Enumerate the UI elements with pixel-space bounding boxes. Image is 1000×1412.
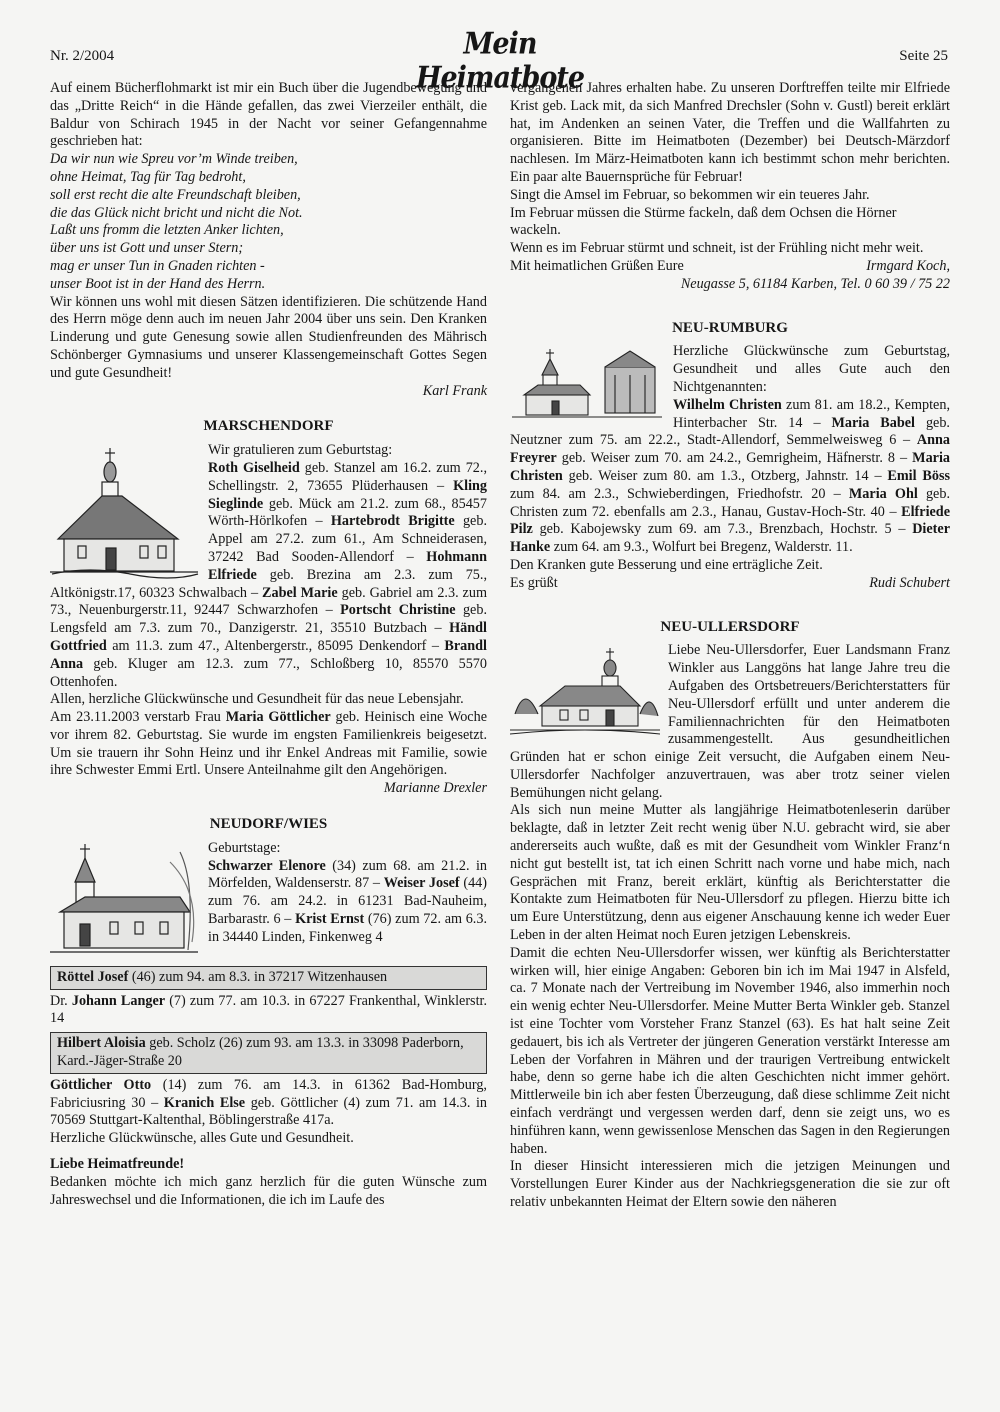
entry-text: geb. Kabojewsky zum 69. am 7.3., Brenzbach, Hochstr. 5 – [532,521,913,538]
signature: Karl Frank [422,382,487,399]
person-name: Schwarzer Elenore [208,857,326,874]
poem-line: Da wir nun wie Spreu vor’m Winde treiben, [50,151,298,168]
entry-text: zum 64. am 9.3., Wolfurt bei Bregenz, Walderstr. 11. [550,539,853,556]
obituary-paragraph [50,709,487,780]
person-name: Maria Babel [831,414,915,431]
farmer-saying: Im Februar müssen die Stürme fackeln, daß dem Ochsen die Hörner wackeln. [510,204,897,239]
ullersdorf-paragraph-3: Damit die echten Neu-Ullersdorfer wissen, wer künftig als Berichterstatter wirken will, hier einige Angaben: Geboren bin ich im Mai 1947 in Alsfeld, ca. 7 Monate nach der Vertreibung im November 1946, also immerhin noch ein wenig echter Neu-Ullersdorfer. Meine Mutter Berta Winkler geb. Stanzel ist eine Tochter vom Vorsteher Franz Stanzel (63). Es hat halt seine Zeit gedauert, bis ich als Vertreter der jüngeren Generation verstärkt Interesse am Leben der Vorfahren in Mähren und der traurigen Vertreibung entwickelt habe, denn so gerne habe ich die alten Geschichten nicht immer gehört. Mittlerweile bin ich aber festen Überzeugung, daß diese schlimme Zeit nicht einfach verdrängt und vergessen werden darf, denn sie zeigt uns, wo es hinführen kann, wenn gewissenlose Menschen das Sagen in den Regierungen haben. [510,944,950,1157]
closing-paragraph: Wir können uns wohl mit diesen Sätzen identifizieren. Die schützende Hand des Herrn möge denn auch im neuen Jahr 2004 über uns sein. Den Kranken Linderung und gute Genesung sowie allen Studienfreunden des Mährisch Schönberger Gymnasiums und unserer Klassengemeinschaft Gottes Segen und gute Gesundheit! [50,293,487,381]
signature: Marianne Drexler [383,780,487,797]
greeting-line [510,575,950,593]
person-name: Maria Göttlicher [225,709,331,726]
sender-address: Neugasse 5, 61184 Karben, Tel. 0 60 39 / 75 22 [680,275,950,292]
person-name: Hohmann Elfriede [208,548,487,583]
section-title-marschendorf: MARSCHENDORF [203,418,334,435]
lead-text: Geburtstage: [208,839,281,856]
poem-line: über uns ist Gott und unser Stern; [50,240,244,257]
entry-text: geb. Christen zum 72. ebenfalls am 2.3., Hanau, Gustav-Hoch-Str. 40 – [510,485,950,520]
poem-line: die das Glück nicht bricht und nicht die Not. [50,204,303,221]
entry-text: geb. Weiser zum 80. am 1.3., Otzberg, Jahnstr. 14 – [562,467,888,484]
farmer-saying: Singt die Amsel im Februar, so bekommen wir ein teueres Jahr. [510,186,870,203]
entry-text: geb. Mück am 21.2. zum 68., 85457 Wörth-Hörlkofen – [208,495,487,530]
neudorf-wish: Herzliche Glückwünsche, alles Gute und Gesundheit. [50,1130,354,1147]
masthead-logo: Mein Heimatbote [415,26,585,96]
person-name: Brandl Anna [50,637,487,672]
person-name: Zabel Marie [262,584,338,601]
entry-text: (7) zum 77. am 10.3. in 67227 Frankenthal, Winklerstr. 14 [50,992,488,1027]
chapel-illustration [50,444,200,579]
left-column [50,80,487,1209]
highlight-box [50,1032,487,1074]
person-name: Kranich Else [163,1094,246,1111]
person-name: Wilhelm Christen [673,396,782,413]
entry-text: geb. Brezina am 2.3. zum 75., Altkönigstr.17, 60323 Schwalbach – [50,566,487,601]
church-illustration [50,842,200,960]
person-name: Hartebrodt Brigitte [330,513,455,530]
farmer-saying: Wenn es im Februar stürmt und schneit, ist der Frühling nicht mehr weit. [510,240,924,257]
ullersdorf-church-illustration [510,644,660,736]
entry-text: geb. Scholz (26) zum 93. am 13.3. in 33098 Paderborn, Kard.-Jäger-Straße 20 [57,1035,464,1070]
rumburg-church-illustration [510,345,665,421]
birthday-entry [50,993,487,1029]
page-number: Seite 25 [899,48,948,64]
rumburg-wish: Den Kranken gute Besserung und eine erträgliche Zeit. [510,556,823,573]
entry-text: Dr. [50,992,72,1009]
ullersdorf-paragraph-1: Liebe Neu-Ullersdorfer, Euer Landsmann Franz Winkler aus Langgöns hat lange Jahre treu die Aufgaben des Ortsbetreuers/Berichterstatters für Neu-Ullersdorf erfüllt und unter anderem die Familiennachrichten für den Heimatboten zusammengestellt. Aus gesundheitlichen Gründen hat er schon einige Zeit versucht, die Aufgaben einem Neu-Ullersdorfer Nachfolger anzuvertrauen, was aber trotz seiner vielen Bemühungen nicht gelang. [510,642,950,801]
birthday-entry [50,1077,487,1130]
section-title-neu-ullersdorf: NEU-ULLERSDORF [660,618,800,635]
lead-text: Herzliche Glückwünsche zum Geburtstag, Gesundheit und alles Gute auch den Nichtgenannten: [673,343,950,395]
person-name: Göttlicher Otto [50,1076,152,1093]
highlight-box [50,966,487,990]
poem-stanza-2 [50,222,487,293]
letter-continued: vergangenen Jahres erhalten habe. Zu unseren Dorftreffen teilte mir Elfriede Krist geb. Lack mit, da sich Manfred Drechsler (Sohn v. Gustl) bereit erklärt hat, im Andenken an seinen Vater, die Treffen und die Wallfahrten zu organisieren. Bitte im Heimatboten (Dezember) bei Deutsch-Märzdorf nachlesen. Im März-Heimatboten kann ich bestimmt schon mehr berichten. Ein paar alte Bauernsprüche für Februar! [510,80,950,185]
person-name: Weiser Josef [383,875,460,892]
poem-line: mag er unser Tun in Gnaden richten - [50,257,265,274]
person-name: Hilbert Aloisia [57,1035,146,1052]
marschendorf-wish: Allen, herzliche Glückwünsche und Gesundheit für das neue Lebensjahr. [50,691,464,708]
entry-text: geb. Kluger am 12.3. zum 77., Schloßberg 10, 85570 5570 Ottenhofen. [50,655,487,690]
person-name: Elfriede Pilz [510,503,950,538]
lead-text: Wir gratulieren zum Geburtstag: [208,442,393,459]
person-name: Händl Gottfried [50,620,487,654]
person-name: Johann Langer [71,992,166,1009]
person-name: Dieter Hanke [510,521,950,556]
signature: Irmgard Koch, [866,257,950,274]
person-name: Krist Ernst [295,911,365,928]
letter-title: Liebe Heimatfreunde! [50,1156,185,1173]
poem-line: unser Boot ist in der Hand des Herrn. [50,275,266,292]
person-name: Portscht Christine [340,602,456,619]
entry-text: (46) zum 94. am 8.3. in 37217 Witzenhausen [128,968,388,985]
entry-text: (34) zum 68. am 21.2. in Mörfelden, Waldenserstr. 87 – [208,857,488,892]
poem-stanza-1 [50,151,487,222]
entry-text: geb. Gabriel am 2.3. zum 73., Neuenburgerstr.11, 92447 Schwarzhofen – [50,584,487,619]
entry-text: zum 84. am 2.3., Schwieberdingen, Friedhofstr. 20 – [510,485,849,502]
entry-text: geb. Weiser zum 70. am 24.2., Gemrigheim, Häfnerstr. 8 – [556,450,913,467]
section-title-neu-rumburg: NEU-RUMBURG [672,319,788,336]
letter-paragraph: Bedanken möchte ich mich ganz herzlich für die guten Wünsche zum Jahreswechsel und die Informationen, die ich im Laufe des [50,1173,487,1208]
entry-text: geb. Neutzner zum 75. am 22.2., Stadt-Allendorf, Semmelweisweg 6 – [510,414,950,449]
ullersdorf-paragraph-2: Als sich nun meine Mutter als langjährige Heimatbotenleserin darüber beklagte, daß in letzter Zeit recht wenig über N.U. gebracht wird, sie aber andererseits auch wußte, daß es mit der Gesundheit vom Winkler Franz‘n nicht gut bestellt ist, tat ich einen Schritt nach vorne und habe mich, nach Gesprächen mit Franz, bereit erklärt, künftig als Berichterstatter die Kontakte zum Heimatboten für Neu-Ullersdorf zu pflegen. Hierzu bitte ich um Eure Unterstützung, denn aus eigener Anschauung kenne ich weder Euer Leben in der alten Heimat noch Euren jetzigen Lebenskreis. [510,802,950,944]
intro-paragraph: Auf einem Bücherflohmarkt ist mir ein Buch über die Jugendbewegung und das „Dritte Reich“ in die Hände gefallen, das zwei Vierzeiler enthält, die Baldur von Schirach 1945 in der Nacht vor seiner Gefangennahme geschrieben hat: [50,80,487,150]
poem-line: Laßt uns fromm die letzten Anker lichten, [50,222,284,239]
signature: Rudi Schubert [869,574,950,591]
entry-text: zum 81. am 18.2., Kempten, Hinterbacher Str. 14 – [673,396,950,431]
entry-text: (14) zum 76. am 14.3. in 61362 Bad-Homburg, Fabriciusring 30 – [50,1076,487,1111]
greeting-line [510,258,950,276]
person-name: Emil Böss [887,467,950,484]
section-title-neudorf: NEUDORF/WIES [209,816,328,833]
person-name: Maria Christen [510,450,950,484]
greeting-text: Mit heimatlichen Grüßen Eure [510,257,684,274]
entry-text: geb. Lengsfeld am 7.3. zum 70., Danzigerstr. 21, 35510 Butzbach – [50,602,487,637]
obituary-text: geb. Heinisch eine Woche vor ihrem 82. Geburtstag. Sie wurde im engsten Familienkreis beigesetzt. Um sie trauern ihr Sohn Heinz und ihr Enkel Andreas mit Familie, sowie ihre Schwester Emmi Ertl. Unsere Anteilnahme gilt den Angehörigen. [50,709,487,779]
entry-text: (44) zum 76. am 24.2. in 61231 Bad-Nauheim, Barbarastr. 6 – [208,875,487,928]
entry-text: (76) zum 72. am 6.3. in 34440 Linden, Finkenweg 4 [208,911,487,945]
entry-text: geb. Appel am 27.2. zum 61., Am Schneiderasen, 37242 Bad Sooden-Allendorf – [208,513,487,565]
ullersdorf-paragraph-4: In dieser Hinsicht interessieren mich die jetzigen Meinungen und Vorstellungen Eurer Kinder aus der Nachkriegsgeneration die sie zur oft relativ unbekannten Heimat der Eltern sowie den näheren [510,1158,950,1211]
poem-line: soll erst recht die alte Freundschaft bleiben, [50,186,301,203]
entry-text: geb. Göttlicher (4) zum 71. am 14.3. in 70569 Stuttgart-Kaltenthal, Böblingerstraße 417a. [50,1094,488,1129]
person-name: Röttel Josef [57,968,129,985]
greeting-text: Es grüßt [510,574,558,591]
entry-text: geb. Stanzel am 16.2. zum 72., Schellingstr. 2, 73655 Plüderhausen – [208,459,487,494]
obituary-text: Am 23.11.2003 verstarb Frau [50,709,226,726]
person-name: Roth Giselheid [208,459,300,476]
person-name: Maria Ohl [848,485,918,502]
person-name: Anna Freyrer [510,432,950,467]
entry-text: am 11.3. zum 47., Altenbergerstr., 85095 Denkendorf – [106,637,445,654]
poem-line: ohne Heimat, Tag für Tag bedroht, [50,168,246,185]
issue-number: Nr. 2/2004 [50,48,115,64]
person-name: Kling Sieglinde [208,477,487,512]
right-column [510,80,950,1212]
